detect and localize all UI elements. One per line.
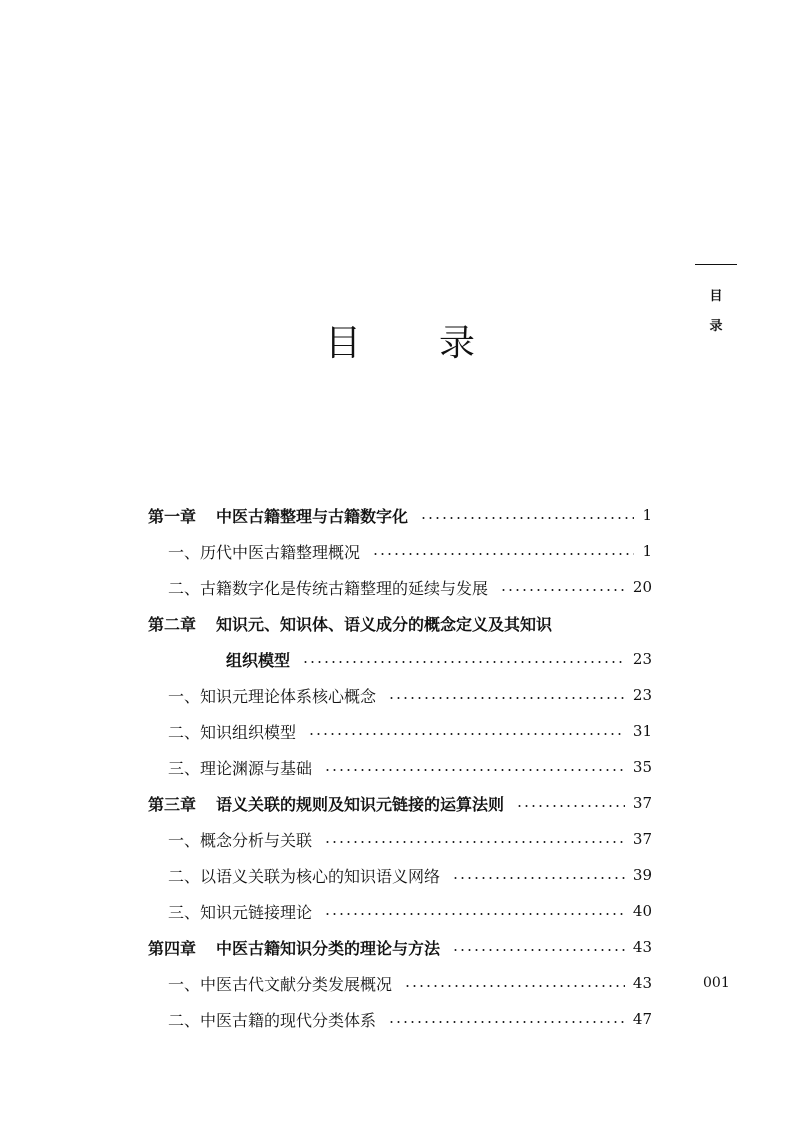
toc-section-entry[interactable] [148, 677, 652, 713]
toc-section-entry[interactable] [148, 749, 652, 785]
toc-chapter-entry[interactable] [148, 605, 652, 641]
side-tab-char-1: 目 [709, 289, 723, 304]
toc-page-number: 37 [632, 830, 652, 848]
dot-leader [302, 661, 625, 663]
toc-entry-title: 中医古籍知识分类的理论与方法 [216, 938, 441, 958]
toc-chapter-continuation[interactable] [148, 641, 652, 677]
toc-section-entry[interactable] [148, 965, 652, 1001]
table-of-contents [148, 497, 652, 1037]
dot-leader [388, 697, 625, 699]
toc-entry-title: 中医古籍整理与古籍数字化 [216, 506, 409, 526]
dot-leader [404, 985, 625, 987]
toc-entry-title: 二、古籍数字化是传统古籍整理的延续与发展 [168, 578, 489, 598]
toc-page-number: 20 [632, 578, 652, 596]
toc-entry-title: 知识元、知识体、语义成分的概念定义及其知识 [216, 614, 553, 634]
toc-section-entry[interactable] [148, 533, 652, 569]
dot-leader [452, 949, 625, 951]
dot-leader [500, 589, 625, 591]
toc-page-number: 1 [642, 506, 652, 524]
dot-leader [420, 517, 634, 519]
toc-entry-title: 语义关联的规则及知识元链接的运算法则 [216, 794, 505, 814]
toc-chapter-entry[interactable] [148, 785, 652, 821]
toc-chapter-number: 第三章 [148, 794, 197, 814]
toc-page-number: 40 [632, 902, 652, 920]
dot-leader [324, 913, 625, 915]
toc-section-entry[interactable] [148, 821, 652, 857]
toc-chapter-number: 第二章 [148, 614, 197, 634]
toc-section-entry[interactable] [148, 1001, 652, 1037]
toc-entry-title: 一、概念分析与关联 [168, 830, 313, 850]
page-title-char-1: 目 [324, 323, 361, 365]
dot-leader [388, 1021, 625, 1023]
page-number: 001 [703, 975, 730, 991]
side-tab-char-2: 录 [709, 319, 723, 334]
dot-leader [372, 553, 634, 555]
dot-leader [324, 841, 625, 843]
page-title [0, 320, 800, 368]
side-tab-rule [695, 264, 737, 265]
toc-section-entry[interactable] [148, 893, 652, 929]
page-title-char-2: 录 [439, 323, 476, 365]
side-tab [707, 282, 725, 342]
toc-entry-title: 一、知识元理论体系核心概念 [168, 686, 377, 706]
dot-leader [308, 733, 625, 735]
toc-page-number: 39 [632, 866, 652, 884]
toc-chapter-entry[interactable] [148, 497, 652, 533]
toc-page-number: 23 [632, 650, 652, 668]
toc-section-entry[interactable] [148, 713, 652, 749]
toc-page-number: 43 [632, 974, 652, 992]
toc-page-number: 43 [632, 938, 652, 956]
toc-chapter-entry[interactable] [148, 929, 652, 965]
toc-entry-title: 二、中医古籍的现代分类体系 [168, 1010, 377, 1030]
toc-entry-title: 二、知识组织模型 [168, 722, 297, 742]
toc-chapter-number: 第四章 [148, 938, 197, 958]
toc-entry-title: 二、以语义关联为核心的知识语义网络 [168, 866, 441, 886]
toc-entry-title: 三、知识元链接理论 [168, 902, 313, 922]
toc-entry-title: 三、理论渊源与基础 [168, 758, 313, 778]
dot-leader [324, 769, 625, 771]
toc-page-number: 1 [642, 542, 652, 560]
toc-page-number: 35 [632, 758, 652, 776]
toc-page-number: 47 [632, 1010, 652, 1028]
toc-page-number: 23 [632, 686, 652, 704]
toc-chapter-number: 第一章 [148, 506, 197, 526]
toc-page-number: 31 [632, 722, 652, 740]
dot-leader [452, 877, 625, 879]
toc-page-number: 37 [632, 794, 652, 812]
toc-entry-title: 组织模型 [226, 650, 291, 670]
toc-entry-title: 一、历代中医古籍整理概况 [168, 542, 361, 562]
toc-entry-title: 一、中医古代文献分类发展概况 [168, 974, 393, 994]
dot-leader [516, 805, 625, 807]
toc-section-entry[interactable] [148, 569, 652, 605]
toc-section-entry[interactable] [148, 857, 652, 893]
